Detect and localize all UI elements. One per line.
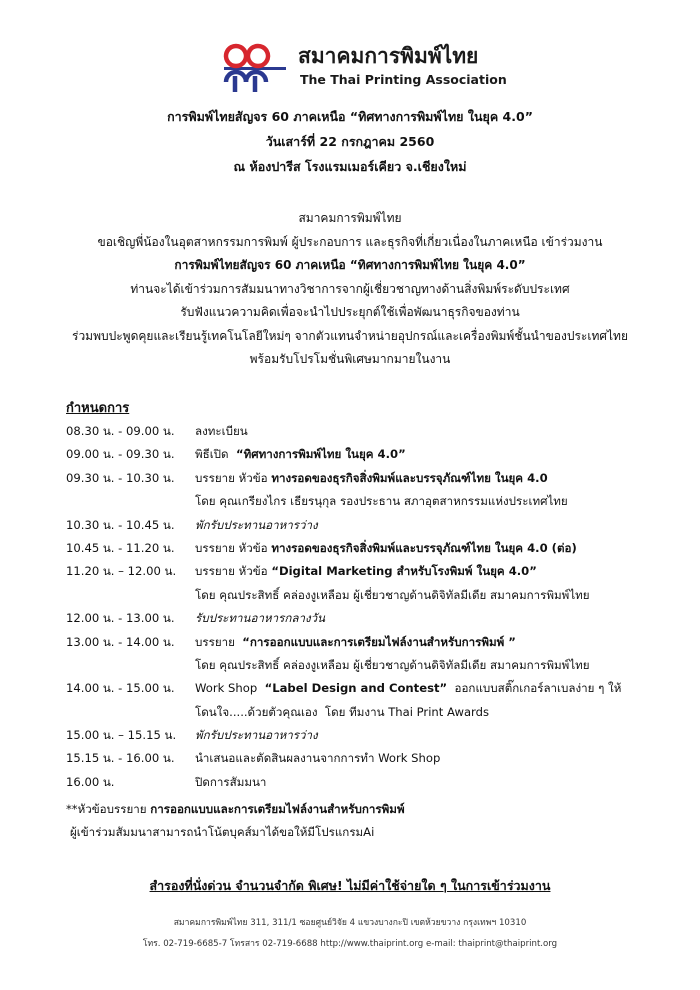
- schedule-row: [66, 443, 686, 466]
- schedule-row: [66, 724, 686, 747]
- invitation-line: ร่วมพบปะพูดคุยและเรียนรู้เทคโนโลยีใหม่ๆ จากตัวแทนจำหน่ายอุปกรณ์และเครื่องพิมพ์ชั้นนำของประเทศไทย: [72, 328, 628, 343]
- schedule-detail: [195, 467, 548, 490]
- schedule-row: [66, 560, 686, 583]
- schedule-topic: “การออกแบบและการเตรียมไฟล์งานสำหรับการพิมพ์ ”: [242, 634, 516, 649]
- schedule-detail: [195, 584, 590, 607]
- schedule-row: [66, 584, 686, 607]
- schedule-text: พักรับประทานอาหารว่าง: [195, 728, 318, 743]
- invitation-line: ท่านจะได้เข้าร่วมการสัมมนาทางวิชาการจากผู้เชี่ยวชาญทางด้านสิ่งพิมพ์ระดับประเทศ: [130, 281, 570, 296]
- association-logo: [222, 40, 507, 100]
- schedule-text: Work Shop: [195, 681, 265, 696]
- schedule-detail: [195, 490, 568, 513]
- schedule-text: โดย คุณประสิทธิ์ คล่องงูเหลือม ผู้เชี่ยวชาญด้านดิจิทัลมีเดีย สมาคมการพิมพ์ไทย: [195, 657, 590, 672]
- event-venue: ณ ห้องปารีส โรงแรมเมอร์เคียว จ.เชียงใหม่: [233, 159, 467, 174]
- notes-block: [66, 798, 405, 844]
- schedule-time: 09.00 น. - 09.30 น.: [66, 447, 175, 462]
- schedule-time: 15.00 น. – 15.15 น.: [66, 728, 177, 743]
- invitation-line: ขอเชิญพี่น้องในอุตสาหกรรมการพิมพ์ ผู้ประกอบการ และธุรกิจที่เกี่ยวเนื่องในภาคเหนือ เข้าร่วมงาน: [97, 234, 603, 249]
- footer-address: สมาคมการพิมพ์ไทย 311, 311/1 ซอยศูนย์วิจัย 4 แขวงบางกะปิ เขตห้วยขวาง กรุงเทพฯ 10310: [173, 918, 527, 928]
- schedule-row: [66, 747, 686, 770]
- event-date: วันเสาร์ที่ 22 กรกฎาคม 2560: [265, 134, 435, 149]
- org-name-thai: สมาคมการพิมพ์ไทย: [298, 44, 479, 68]
- schedule-time: 16.00 น.: [66, 774, 115, 789]
- schedule-text: บรรยาย หัวข้อ: [195, 540, 272, 555]
- schedule-row: [66, 701, 686, 724]
- schedule-detail: [195, 560, 537, 583]
- schedule-time: 15.15 น. - 16.00 น.: [66, 751, 175, 766]
- schedule-text: นำเสนอและตัดสินผลงานจากการทำ Work Shop: [195, 751, 441, 766]
- note-line: ผู้เข้าร่วมสัมมนาสามารถนำโน้ตบุคส์มาได้ขอให้มีโปรแกรมAi: [70, 825, 375, 839]
- schedule-text: บรรยาย หัวข้อ: [195, 470, 272, 485]
- schedule-detail: [195, 771, 266, 794]
- schedule-text: ออกแบบสติ๊กเกอร์ลาเบลง่าย ๆ ให้: [447, 681, 622, 696]
- tpa-logo-icon: [222, 42, 288, 96]
- schedule-list: [66, 420, 686, 794]
- invitation-line: รับฟังแนวความคิดเพื่อจะนำไปประยุกต์ใช้เพื่อพัฒนาธุรกิจของท่าน: [180, 305, 520, 319]
- schedule-detail: [195, 420, 248, 443]
- schedule-time: 11.20 น. – 12.00 น.: [66, 564, 177, 579]
- schedule-detail: [195, 747, 440, 770]
- schedule-time: 08.30 น. - 09.00 น.: [66, 424, 175, 438]
- footer-contact: โทร. 02-719-6685-7 โทรสาร 02-719-6688 http://www.thaiprint.org e-mail: thaiprint@thaiprint.org: [142, 939, 558, 949]
- schedule-time: 13.00 น. - 14.00 น.: [66, 634, 175, 649]
- schedule-row: [66, 677, 686, 700]
- reservation-callout: สำรองที่นั่งด่วน จำนวนจำกัด พิเศษ! ไม่มีค่าใช้จ่ายใด ๆ ในการเข้าร่วมงาน: [149, 878, 551, 893]
- event-title-block: [0, 104, 700, 179]
- note-prefix: **หัวข้อบรรยาย: [66, 802, 151, 816]
- schedule-heading: กำหนดการ: [66, 401, 130, 416]
- schedule-detail: [195, 654, 590, 677]
- org-name-english: The Thai Printing Association: [300, 72, 507, 87]
- note-line: [66, 798, 405, 821]
- schedule-text: โดย คุณเกรียงไกร เธียรนุกุล รองประธาน สภาอุตสาหกรรมแห่งประเทศไทย: [195, 494, 568, 509]
- schedule-text: พักรับประทานอาหารว่าง: [195, 517, 318, 532]
- schedule-topic: ทางรอดของธุรกิจสิ่งพิมพ์และบรรจุภัณฑ์ไทย ในยุค 4.0: [271, 470, 548, 485]
- schedule-row: [66, 607, 686, 630]
- schedule-detail: [195, 443, 406, 466]
- schedule-time: 12.00 น. - 13.00 น.: [66, 611, 175, 626]
- schedule-row: [66, 771, 686, 794]
- schedule-row: [66, 490, 686, 513]
- schedule-detail: [195, 677, 621, 700]
- schedule-topic: “Digital Marketing สำหรับโรงพิมพ์ ในยุค 4.0”: [271, 564, 537, 579]
- schedule-row: [66, 420, 686, 443]
- schedule-row: [66, 631, 686, 654]
- schedule-detail: [195, 701, 489, 724]
- schedule-row: [66, 537, 686, 560]
- schedule-topic: “Label Design and Contest”: [264, 681, 448, 696]
- schedule-text: ลงทะเบียน: [195, 424, 248, 438]
- invitation-event-name: การพิมพ์ไทยสัญจร 60 ภาคเหนือ “ทิศทางการพิมพ์ไทย ในยุค 4.0”: [174, 258, 526, 272]
- schedule-topic: “ทิศทางการพิมพ์ไทย ในยุค 4.0”: [235, 447, 406, 462]
- schedule-time: 14.00 น. - 15.00 น.: [66, 681, 175, 696]
- schedule-time: 10.30 น. - 10.45 น.: [66, 517, 175, 532]
- note-topic: การออกแบบและการเตรียมไฟล์งานสำหรับการพิมพ์: [150, 802, 405, 816]
- schedule-row: [66, 467, 686, 490]
- schedule-topic: ทางรอดของธุรกิจสิ่งพิมพ์และบรรจุภัณฑ์ไทย ในยุค 4.0 (ต่อ): [271, 540, 577, 555]
- schedule-text: พิธีเปิด: [195, 447, 236, 462]
- invitation-block: [0, 207, 700, 372]
- schedule-text: โดย คุณประสิทธิ์ คล่องงูเหลือม ผู้เชี่ยวชาญด้านดิจิทัลมีเดีย สมาคมการพิมพ์ไทย: [195, 587, 590, 602]
- invitation-line: พร้อมรับโปรโมชั่นพิเศษมากมายในงาน: [249, 352, 451, 366]
- schedule-row: [66, 654, 686, 677]
- schedule-text: ปิดการสัมมนา: [195, 774, 267, 789]
- schedule-detail: [195, 724, 318, 747]
- schedule-text: โดนใจ.....ด้วยตัวคุณเอง โดย ทีมงาน Thai Print Awards: [195, 704, 490, 719]
- schedule-text: บรรยาย: [195, 634, 243, 649]
- schedule-detail: [195, 607, 325, 630]
- event-title: การพิมพ์ไทยสัญจร 60 ภาคเหนือ “ทิศทางการพิมพ์ไทย ในยุค 4.0”: [167, 109, 533, 124]
- invitation-line: สมาคมการพิมพ์ไทย: [298, 211, 402, 225]
- schedule-detail: [195, 514, 318, 537]
- schedule-text: รับประทานอาหารกลางวัน: [195, 611, 326, 626]
- schedule-time: 10.45 น. - 11.20 น.: [66, 540, 175, 555]
- schedule-time: 09.30 น. - 10.30 น.: [66, 470, 175, 485]
- schedule-detail: [195, 537, 577, 560]
- schedule-text: บรรยาย หัวข้อ: [195, 564, 272, 579]
- schedule-row: [66, 514, 686, 537]
- schedule-detail: [195, 631, 516, 654]
